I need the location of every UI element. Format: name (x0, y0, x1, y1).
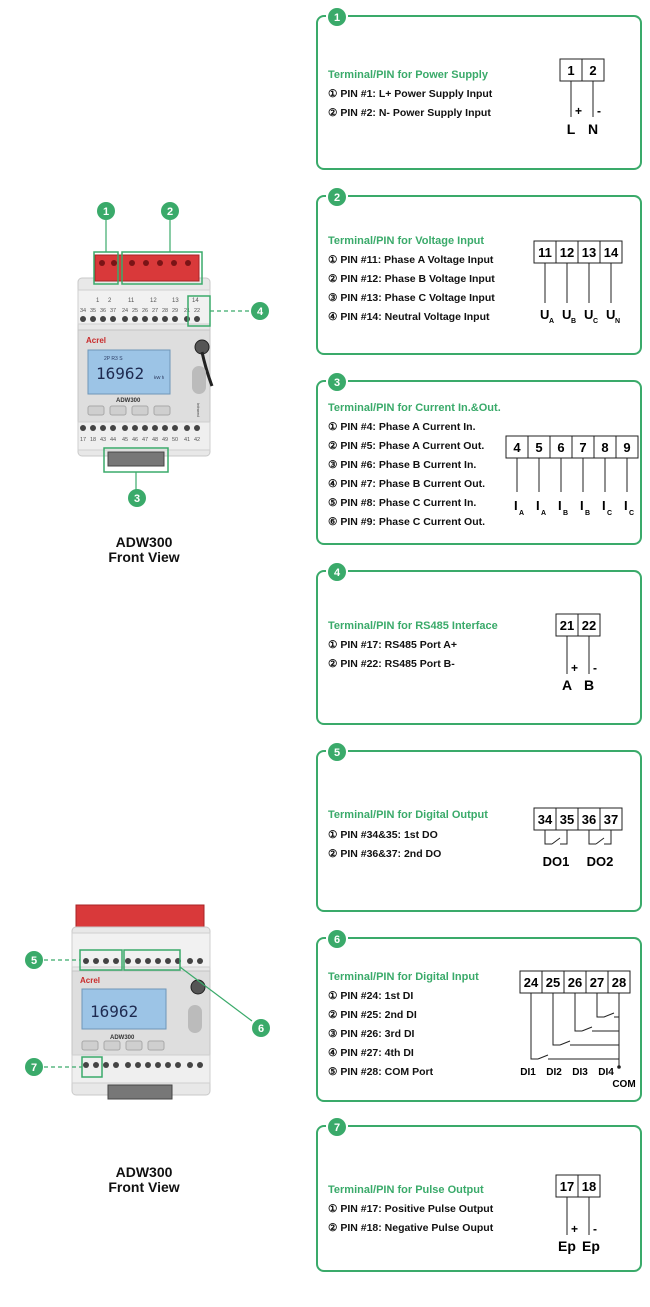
callout-badge-4 (251, 302, 269, 320)
pin-list (328, 251, 495, 327)
panel-digital-output (316, 747, 642, 912)
terminal-subscript: B (585, 510, 591, 517)
terminal-label: B (583, 677, 595, 693)
panel-power-supply (316, 12, 642, 170)
terminal-number: 24 (523, 975, 539, 990)
bottom-terminal-label: 41 (184, 437, 191, 443)
polarity-sign: + (575, 104, 583, 118)
svg-text:7: 7 (333, 1122, 341, 1134)
terminal-label: A (561, 677, 573, 693)
pin-item: ① PIN #1: L+ Power Supply Input (328, 88, 493, 100)
svg-text:5: 5 (333, 747, 341, 759)
input-label: DI3 (572, 1067, 588, 1078)
bottom-terminal-label: 50 (172, 437, 179, 443)
terminal-number: 6 (557, 440, 565, 455)
polarity-sign: + (571, 1222, 579, 1236)
top-red-terminals (76, 905, 204, 929)
lcd-indicators: 2P R3 S (104, 356, 123, 362)
pin-list (328, 85, 492, 123)
terminal-diagram (530, 804, 630, 884)
side-label: Infrared (196, 403, 201, 417)
terminal-subscript: A (549, 318, 555, 325)
terminal-diagram (514, 969, 640, 1091)
terminal-diagram (552, 1171, 616, 1261)
svg-text:6: 6 (333, 934, 341, 946)
caption-view: Front View (108, 1179, 180, 1195)
mid-terminal-label: 29 (172, 308, 179, 314)
bottom-terminal-label: 48 (152, 437, 159, 443)
caption-view: Front View (108, 549, 180, 565)
infrared-port (191, 980, 205, 994)
callout-number: 7 (30, 1062, 38, 1074)
terminal-number: 34 (537, 812, 553, 827)
top-terminal-label: 1 (96, 298, 100, 304)
polarity-sign: - (593, 1222, 597, 1236)
input-label: DI4 (598, 1067, 614, 1078)
terminal-number: 28 (611, 975, 627, 990)
terminal-label: N (587, 121, 599, 137)
pin-item: ① PIN #17: Positive Pulse Output (328, 1203, 494, 1215)
terminal-subscript: C (593, 318, 599, 325)
terminal-label: U (562, 307, 572, 322)
pin-item: ④ PIN #27: 4th DI (328, 1047, 414, 1059)
mid-terminal-label: 25 (132, 308, 139, 314)
pin-item: ① PIN #34&35: 1st DO (328, 829, 438, 841)
lcd-value: 16962 (90, 1002, 139, 1021)
pin-list (328, 636, 457, 674)
terminal-label: U (606, 307, 616, 322)
top-terminal-label: 14 (192, 298, 199, 304)
mid-terminal-label: 37 (110, 308, 117, 314)
caption-bottom (84, 1165, 204, 1195)
pin-item: ② PIN #12: Phase B Voltage Input (328, 273, 495, 285)
callout-number: 1 (102, 206, 110, 218)
terminal-strip-bottom (72, 1055, 210, 1083)
terminal-number: 1 (567, 63, 575, 78)
pin-item: ③ PIN #13: Phase C Voltage Input (328, 292, 495, 304)
caption-top (84, 535, 204, 565)
pin-list (328, 987, 433, 1082)
pin-list (328, 826, 441, 864)
bottom-terminal-label: 47 (142, 437, 149, 443)
terminal-label: I (536, 498, 540, 513)
panel-title: Terminal/PIN for Current In.&Out. (328, 402, 501, 414)
input-label: DI2 (546, 1067, 562, 1078)
terminal-number: 5 (535, 440, 543, 455)
bottom-terminal-label: 45 (122, 437, 129, 443)
pin-item: ① PIN #11: Phase A Voltage Input (328, 254, 494, 266)
terminal-number: 2 (589, 63, 597, 78)
terminal-diagram (530, 237, 630, 332)
pin-item: ⑤ PIN #28: COM Port (328, 1066, 434, 1078)
pin-item: ② PIN #22: RS485 Port B- (328, 658, 455, 670)
pin-item: ② PIN #2: N- Power Supply Input (328, 107, 491, 119)
output-label: DO1 (542, 854, 570, 869)
caption-model: ADW300 (115, 1164, 173, 1180)
bottom-terminal-label: 49 (162, 437, 169, 443)
terminal-label: U (540, 307, 550, 322)
infrared-port (195, 340, 209, 354)
svg-text:4: 4 (333, 567, 341, 579)
side-button (188, 1005, 202, 1033)
pin-item: ② PIN #25: 2nd DI (328, 1009, 417, 1021)
pin-item: ⑤ PIN #8: Phase C Current In. (328, 497, 477, 509)
panel-number-badge (326, 742, 348, 762)
bottom-terminal-label: 17 (80, 437, 87, 443)
top-red-terminals (95, 255, 199, 281)
terminal-number: 18 (581, 1179, 597, 1194)
bottom-terminal-label: 18 (90, 437, 97, 443)
terminal-subscript: C (607, 510, 613, 517)
pin-item: ② PIN #36&37: 2nd DO (328, 848, 442, 860)
mid-terminal-label: 28 (162, 308, 169, 314)
panel-number-badge (326, 1117, 348, 1137)
terminal-number: 13 (581, 245, 597, 260)
terminal-subscript: N (615, 318, 621, 325)
terminal-subscript: A (519, 510, 525, 517)
terminal-subscript: B (563, 510, 569, 517)
polarity-sign: + (571, 661, 579, 675)
svg-text:2: 2 (333, 192, 341, 204)
model-label: ADW300 (116, 398, 141, 404)
bottom-terminal-label: 44 (110, 437, 117, 443)
pin-item: ⑥ PIN #9: Phase C Current Out. (328, 516, 486, 528)
bottom-terminal-label: 46 (132, 437, 139, 443)
svg-text:1: 1 (333, 12, 341, 24)
bottom-connector (108, 452, 164, 466)
callout-badge-2 (161, 202, 179, 220)
terminal-number: 36 (581, 812, 597, 827)
callout-badge-1 (97, 202, 115, 220)
input-label: DI1 (520, 1067, 536, 1078)
bottom-connector (108, 1085, 172, 1099)
terminal-label: I (624, 498, 628, 513)
terminal-label: Ep (582, 1238, 600, 1254)
terminal-number: 11 (538, 245, 552, 260)
top-terminal-label: 13 (172, 298, 179, 304)
pin-item: ③ PIN #6: Phase B Current In. (328, 459, 477, 471)
terminal-label: L (566, 121, 576, 137)
terminal-number: 27 (589, 975, 605, 990)
terminal-number: 4 (513, 440, 521, 455)
panel-number-badge (326, 7, 348, 27)
terminal-number: 37 (603, 812, 619, 827)
mid-terminal-label: 27 (152, 308, 159, 314)
caption-model: ADW300 (115, 534, 173, 550)
terminal-number: 22 (581, 618, 597, 633)
terminal-number: 35 (559, 812, 575, 827)
svg-text:3: 3 (333, 377, 341, 389)
terminal-label: I (558, 498, 562, 513)
callout-badge-6 (252, 1019, 270, 1037)
terminal-number: 14 (603, 245, 619, 260)
side-button (192, 366, 206, 394)
callout-number: 2 (166, 206, 174, 218)
pin-item: ② PIN #5: Phase A Current Out. (328, 440, 485, 452)
pin-item: ① PIN #4: Phase A Current In. (328, 421, 476, 433)
device-front-view-top (60, 190, 290, 505)
device-illustration-top (60, 190, 290, 490)
top-terminal-label: 11 (128, 298, 135, 304)
panel-pulse-output (316, 1122, 642, 1272)
pin-list (328, 1200, 493, 1238)
callout-badge-3 (127, 488, 147, 508)
pin-item: ① PIN #24: 1st DI (328, 990, 414, 1002)
pin-list (328, 418, 485, 532)
mid-terminal-label: 36 (100, 308, 107, 314)
terminal-subscript: A (541, 510, 547, 517)
bottom-terminal-label: 42 (194, 437, 201, 443)
terminal-number: 9 (623, 440, 631, 455)
mid-terminal-label: 22 (194, 308, 201, 314)
lcd-unit: kW h (154, 375, 165, 380)
mid-terminal-label: 24 (122, 308, 129, 314)
panel-voltage-input (316, 192, 642, 355)
polarity-sign: - (597, 104, 601, 118)
panel-number-badge (326, 372, 348, 392)
terminal-number: 7 (579, 440, 587, 455)
callout-badge-7 (25, 1058, 43, 1076)
terminal-label: I (602, 498, 606, 513)
terminal-subscript: B (571, 318, 577, 325)
panel-title: Terminal/PIN for Power Supply (328, 69, 488, 81)
terminal-number: 25 (545, 975, 561, 990)
pin-item: ③ PIN #26: 3rd DI (328, 1028, 415, 1040)
pin-item: ④ PIN #7: Phase B Current Out. (328, 478, 486, 490)
panel-title: Terminal/PIN for RS485 Interface (328, 620, 498, 632)
terminal-number: 26 (567, 975, 583, 990)
panel-title: Terminal/PIN for Pulse Output (328, 1184, 484, 1196)
terminal-number: 21 (559, 618, 575, 633)
panel-title: Terminal/PIN for Voltage Input (328, 235, 485, 247)
pin-item: ④ PIN #14: Neutral Voltage Input (328, 311, 490, 323)
device-front-view-bottom (20, 895, 290, 1125)
panel-rs485 (316, 567, 642, 725)
device-illustration-bottom (20, 895, 290, 1125)
mid-terminal-label: 26 (142, 308, 149, 314)
mid-terminal-label: 34 (80, 308, 87, 314)
callout-badge-5 (25, 951, 43, 969)
panel-digital-input (316, 934, 642, 1102)
panel-current-io (316, 377, 642, 545)
terminal-subscript: C (629, 510, 635, 517)
pin-item: ① PIN #17: RS485 Port A+ (328, 639, 457, 651)
callout-number: 6 (257, 1023, 265, 1035)
bottom-terminal-label: 43 (100, 437, 107, 443)
callout-number: 3 (133, 493, 141, 505)
polarity-sign: - (593, 661, 597, 675)
panel-number-badge (326, 929, 348, 949)
terminal-diagram (504, 432, 640, 527)
com-label: COM (612, 1079, 636, 1090)
terminal-diagram (556, 55, 616, 145)
terminal-number: 17 (559, 1179, 575, 1194)
terminal-label: U (584, 307, 594, 322)
lcd-value: 16962 (96, 364, 145, 383)
pin-item: ② PIN #18: Negative Pulse Ouput (328, 1222, 494, 1234)
mid-terminal-label: 21 (184, 308, 191, 314)
output-label: DO2 (586, 854, 614, 869)
terminal-label: Ep (558, 1238, 576, 1254)
terminal-number: 12 (559, 245, 575, 260)
panel-title: Terminal/PIN for Digital Input (328, 971, 479, 983)
top-terminal-label: 2 (108, 298, 112, 304)
panel-number-badge (326, 562, 348, 582)
terminal-label: I (580, 498, 584, 513)
callout-number: 4 (256, 306, 264, 318)
terminal-diagram (552, 610, 612, 700)
panel-number-badge (326, 187, 348, 207)
brand-logo: Acrel (80, 976, 101, 985)
mid-terminal-label: 35 (90, 308, 97, 314)
model-label: ADW300 (110, 1035, 135, 1041)
brand-logo: Acrel (86, 336, 107, 345)
terminal-number: 8 (601, 440, 609, 455)
panel-title: Terminal/PIN for Digital Output (328, 809, 488, 821)
callout-number: 5 (30, 955, 38, 967)
terminal-label: I (514, 498, 518, 513)
top-terminal-label: 12 (150, 298, 157, 304)
